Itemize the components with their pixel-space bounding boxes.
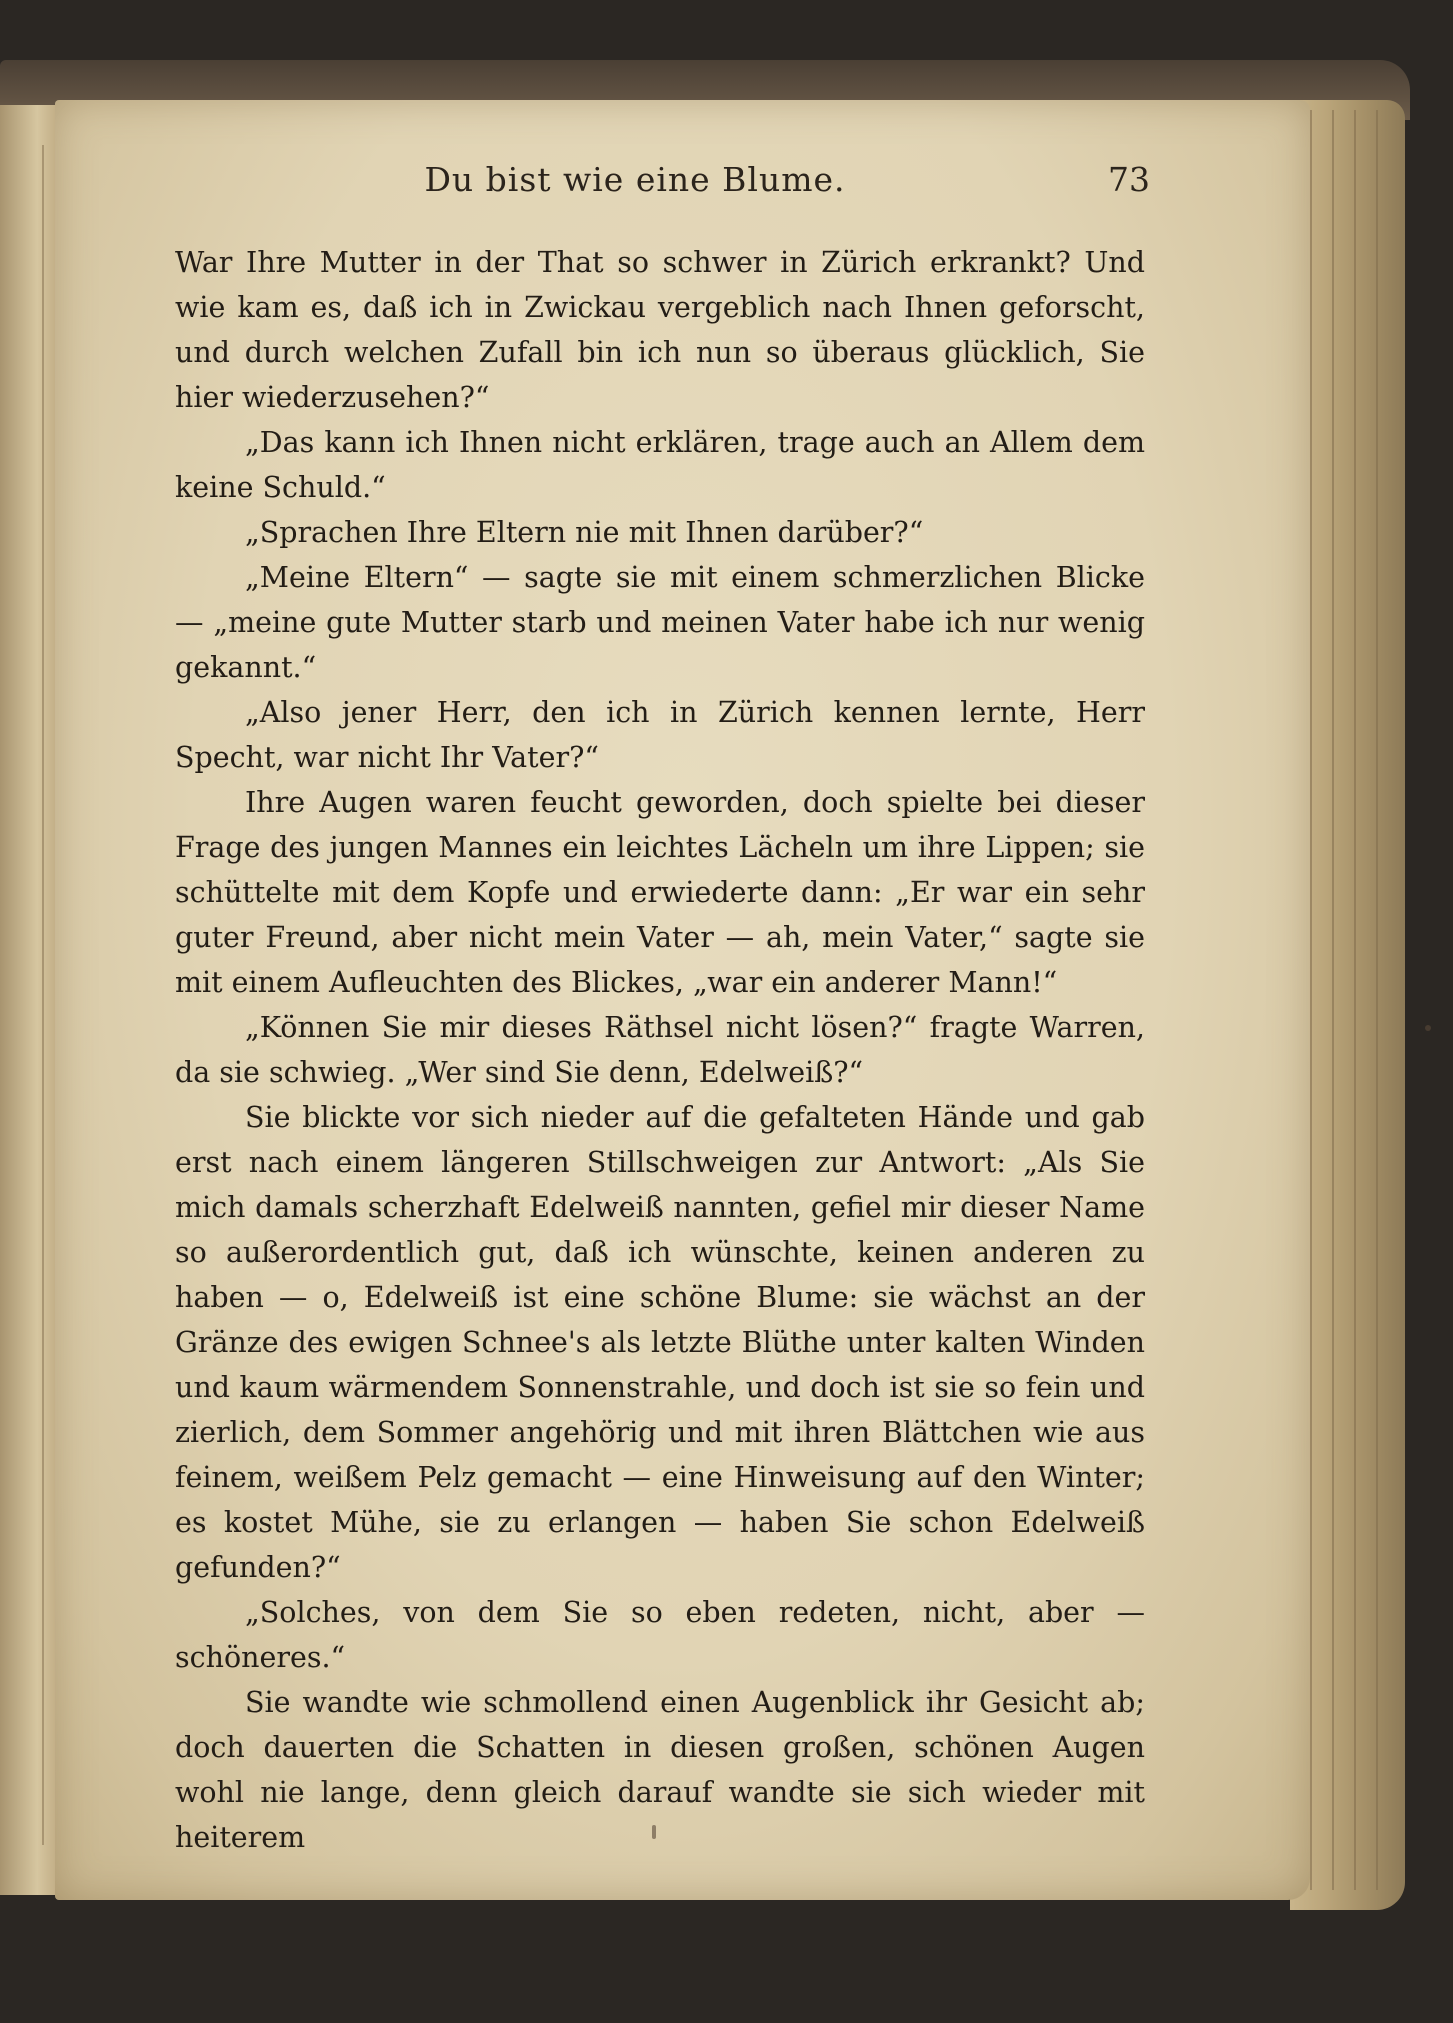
page-edge-line — [1376, 110, 1378, 1890]
paper-speck — [652, 1825, 656, 1839]
page-edge-line — [1354, 110, 1356, 1890]
running-title: Du bist wie eine Blume. — [424, 160, 846, 199]
paragraph: „Solches, von dem Sie so eben redeten, nicht, aber — schöneres.“ — [175, 1596, 1145, 1674]
page-edge-line — [1332, 110, 1334, 1890]
page-edge-line — [1310, 110, 1312, 1890]
gutter-line — [42, 145, 44, 1845]
paragraph: „Können Sie mir dieses Räthsel nicht lösen?“ fragte Warren, da sie schwieg. „Wer sind Sie denn, Edelweiß?“ — [175, 1011, 1145, 1089]
paragraph: Ihre Augen waren feucht geworden, doch spielte bei dieser Frage des jungen Mannes ein leichtes Lächeln um ihre Lippen; sie schüttelte mit dem Kopfe und erwiederte dann: „Er war ein sehr guter Freund, aber nicht mein Vater — ah, mein Vater,“ sagte sie mit einem Aufleuchten des Blickes, „war ein anderer Mann!“ — [175, 786, 1145, 999]
paragraph: Sie blickte vor sich nieder auf die gefalteten Hände und gab erst nach einem längeren Stillschweigen zur Antwort: „Als Sie mich damals scherzhaft Edelweiß nannten, gefiel mir dieser Name so außerordentlich gut, daß ich wünschte, keinen anderen zu haben — o, Edelweiß ist eine schöne Blume: sie wächst an der Gränze des ewigen Schnee's als letzte Blüthe unter kalten Winden und kaum wärmendem Sonnenstrahle, und doch ist sie so fein und zierlich, dem Sommer angehörig und mit ihren Blättchen wie aus feinem, weißem Pelz gemacht — eine Hinweisung auf den Winter; es kostet Mühe, sie zu erlangen — haben Sie schon Edelweiß gefunden?“ — [175, 1101, 1145, 1584]
paragraph: „Also jener Herr, den ich in Zürich kennen lernte, Herr Specht, war nicht Ihr Vater?“ — [175, 696, 1145, 774]
paragraph: „Sprachen Ihre Eltern nie mit Ihnen darüber?“ — [245, 516, 924, 549]
paragraph: Sie wandte wie schmollend einen Augenblick ihr Gesicht ab; doch dauerten die Schatten in diesen großen, schönen Augen wohl nie lange, denn gleich darauf wandte sie sich wieder mit heiterem — [175, 1686, 1145, 1854]
paper-speck — [1425, 1025, 1431, 1031]
paragraph: „Das kann ich Ihnen nicht erklären, trage auch an Allem dem keine Schuld.“ — [175, 426, 1145, 504]
paragraph: War Ihre Mutter in der That so schwer in Zürich erkrankt? Und wie kam es, daß ich in Zwickau vergeblich nach Ihnen geforscht, und durch welchen Zufall bin ich nun so überaus glücklich, Sie hier wiederzusehen?“ — [175, 246, 1145, 414]
page-number: 73 — [1108, 160, 1150, 199]
page-header — [120, 160, 1150, 210]
paragraph: „Meine Eltern“ — sagte sie mit einem schmerzlichen Blicke — „meine gute Mutter starb und meinen Vater habe ich nur wenig gekannt.“ — [175, 561, 1145, 684]
body-text — [175, 240, 1145, 1860]
